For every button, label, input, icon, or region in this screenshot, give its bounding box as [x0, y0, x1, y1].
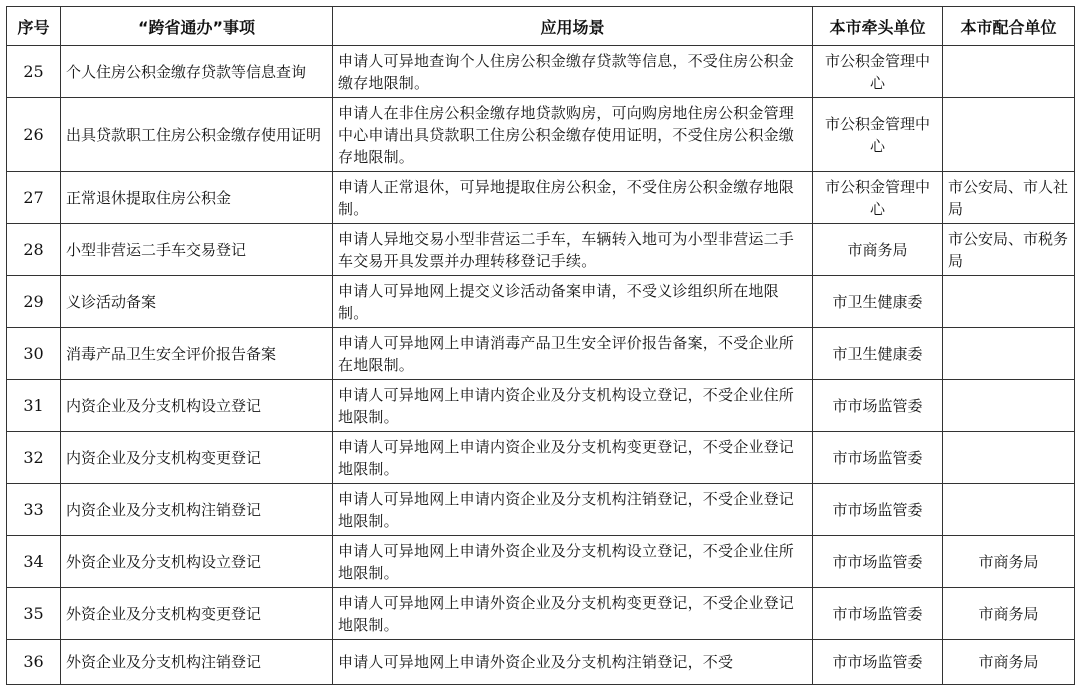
- cell-lead-unit: 市市场监管委: [813, 432, 943, 484]
- cell-scene: 申请人可异地网上申请外资企业及分支机构设立登记，不受企业住所地限制。: [333, 536, 813, 588]
- cell-scene: 申请人异地交易小型非营运二手车，车辆转入地可为小型非营运二手车交易开具发票并办理转移登记手续。: [333, 224, 813, 276]
- cell-item: 正常退休提取住房公积金: [61, 172, 333, 224]
- cell-index: 29: [7, 276, 61, 328]
- cell-lead-unit: 市公积金管理中心: [813, 46, 943, 98]
- cell-item: 个人住房公积金缴存贷款等信息查询: [61, 46, 333, 98]
- cross-province-services-table: [6, 6, 1075, 685]
- cell-item: 内资企业及分支机构设立登记: [61, 380, 333, 432]
- cell-lead-unit: 市卫生健康委: [813, 328, 943, 380]
- cell-coop-unit: 市商务局: [943, 640, 1075, 685]
- cell-lead-unit: 市市场监管委: [813, 588, 943, 640]
- cell-coop-unit: [943, 380, 1075, 432]
- cell-scene: 申请人在非住房公积金缴存地贷款购房，可向购房地住房公积金管理中心申请出具贷款职工住房公积金缴存使用证明，不受住房公积金缴存地限制。: [333, 98, 813, 172]
- cell-index: 31: [7, 380, 61, 432]
- cell-coop-unit: [943, 98, 1075, 172]
- table-header-row: [7, 7, 1075, 46]
- cell-item: 外资企业及分支机构设立登记: [61, 536, 333, 588]
- cell-scene: 申请人正常退休，可异地提取住房公积金，不受住房公积金缴存地限制。: [333, 172, 813, 224]
- cell-item: 义诊活动备案: [61, 276, 333, 328]
- cell-coop-unit: [943, 328, 1075, 380]
- cell-coop-unit: [943, 432, 1075, 484]
- cell-lead-unit: 市公积金管理中心: [813, 172, 943, 224]
- cell-lead-unit: 市商务局: [813, 224, 943, 276]
- header-item: “跨省通办”事项: [61, 7, 333, 46]
- table-row: [7, 46, 1075, 98]
- cell-item: 出具贷款职工住房公积金缴存使用证明: [61, 98, 333, 172]
- cell-index: 35: [7, 588, 61, 640]
- cell-item: 小型非营运二手车交易登记: [61, 224, 333, 276]
- cell-index: 26: [7, 98, 61, 172]
- cell-index: 30: [7, 328, 61, 380]
- cell-lead-unit: 市市场监管委: [813, 536, 943, 588]
- cell-index: 36: [7, 640, 61, 685]
- cell-lead-unit: 市卫生健康委: [813, 276, 943, 328]
- table-row: [7, 588, 1075, 640]
- cell-scene: 申请人可异地网上提交义诊活动备案申请，不受义诊组织所在地限制。: [333, 276, 813, 328]
- table-row: [7, 276, 1075, 328]
- cell-item: 消毒产品卫生安全评价报告备案: [61, 328, 333, 380]
- cell-scene: 申请人可异地查询个人住房公积金缴存贷款等信息，不受住房公积金缴存地限制。: [333, 46, 813, 98]
- document-page: [6, 6, 1074, 671]
- cell-coop-unit: 市公安局、市人社局: [943, 172, 1075, 224]
- header-lead-unit: 本市牵头单位: [813, 7, 943, 46]
- cell-scene: 申请人可异地网上申请内资企业及分支机构设立登记，不受企业住所地限制。: [333, 380, 813, 432]
- cell-item: 外资企业及分支机构注销登记: [61, 640, 333, 685]
- cell-scene: 申请人可异地网上申请内资企业及分支机构变更登记，不受企业登记地限制。: [333, 432, 813, 484]
- cell-index: 34: [7, 536, 61, 588]
- cell-index: 27: [7, 172, 61, 224]
- table-row: [7, 484, 1075, 536]
- cell-scene: 申请人可异地网上申请外资企业及分支机构注销登记，不受: [333, 640, 813, 685]
- cell-index: 25: [7, 46, 61, 98]
- cell-coop-unit: 市商务局: [943, 536, 1075, 588]
- table-row: [7, 640, 1075, 685]
- table-row: [7, 328, 1075, 380]
- cell-scene: 申请人可异地网上申请消毒产品卫生安全评价报告备案，不受企业所在地限制。: [333, 328, 813, 380]
- table-row: [7, 432, 1075, 484]
- table-row: [7, 224, 1075, 276]
- table-row: [7, 536, 1075, 588]
- cell-scene: 申请人可异地网上申请外资企业及分支机构变更登记，不受企业登记地限制。: [333, 588, 813, 640]
- cell-scene: 申请人可异地网上申请内资企业及分支机构注销登记，不受企业登记地限制。: [333, 484, 813, 536]
- cell-coop-unit: [943, 484, 1075, 536]
- header-index: 序号: [7, 7, 61, 46]
- header-coop-unit: 本市配合单位: [943, 7, 1075, 46]
- table-row: [7, 172, 1075, 224]
- cell-lead-unit: 市市场监管委: [813, 640, 943, 685]
- table-row: [7, 380, 1075, 432]
- cell-index: 32: [7, 432, 61, 484]
- cell-coop-unit: [943, 46, 1075, 98]
- cell-lead-unit: 市公积金管理中心: [813, 98, 943, 172]
- cell-item: 外资企业及分支机构变更登记: [61, 588, 333, 640]
- cell-coop-unit: 市商务局: [943, 588, 1075, 640]
- cell-lead-unit: 市市场监管委: [813, 484, 943, 536]
- cell-item: 内资企业及分支机构注销登记: [61, 484, 333, 536]
- cell-index: 33: [7, 484, 61, 536]
- cell-coop-unit: 市公安局、市税务局: [943, 224, 1075, 276]
- cell-index: 28: [7, 224, 61, 276]
- cell-lead-unit: 市市场监管委: [813, 380, 943, 432]
- cell-coop-unit: [943, 276, 1075, 328]
- table-body: [7, 46, 1075, 685]
- header-scene: 应用场景: [333, 7, 813, 46]
- cell-item: 内资企业及分支机构变更登记: [61, 432, 333, 484]
- table-row: [7, 98, 1075, 172]
